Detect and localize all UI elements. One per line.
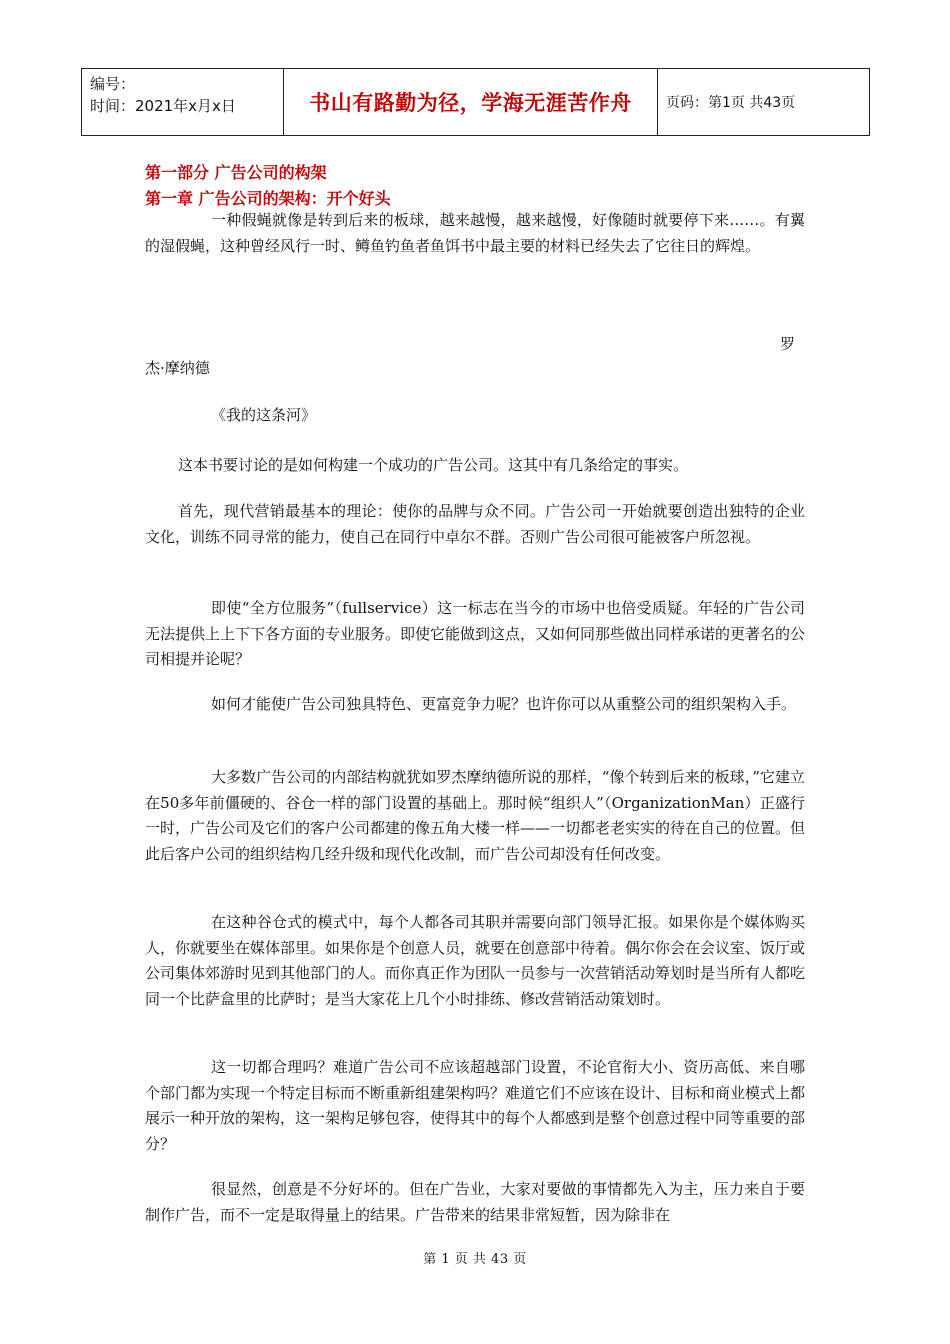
epigraph-author-part1: 罗 <box>780 335 796 353</box>
header-motto: 书山有路勤为径，学海无涯苦作舟 <box>284 69 658 135</box>
header-page-info: 页码：第1页 共43页 <box>666 95 796 111</box>
body-paragraph-7: 这一切都合理吗？难道广告公司不应该超越部门设置，不论官衔大小、资历高低、来自哪个部门都为实现一个特定目标而不断重新组建架构吗？难道它们不应该在设计、目标和商业模式上都展示一种开放的架构，这一架构足够包容，使得其中的每个人都感到是整个创意过程中同等重要的部分？ <box>145 1058 806 1153</box>
date-label: 时间：2021年x月x日 <box>90 97 236 115</box>
epigraph-text: 一种假蝇就像是转到后来的板球，越来越慢，越来越慢，好像随时就要停下来……。有翼的湿假蝇，这种曾经风行一时、鳟鱼钓鱼者鱼饵书中最主要的材料已经失去了它往日的辉煌。 <box>145 211 805 255</box>
body-paragraph-6: 在这种谷仓式的模式中，每个人都各司其职并需要向部门领导汇报。如果你是个媒体购买人，你就要坐在媒体部里。如果你是个创意人员，就要在创意部中待着。偶尔你会在会议室、饭厅或公司集体郊游时见到其他部门的人。而你真正作为团队一员参与一次营销活动筹划时是当所有人都吃同一个比萨盒里的比萨时；是当大家花上几个小时排练、修改营销活动策划时。 <box>145 913 806 1008</box>
part-heading: 第一部分 广告公司的构架 <box>145 163 327 182</box>
page-header <box>81 68 870 136</box>
body-paragraph-4: 如何才能使广告公司独具特色、更富竞争力呢？也许你可以从重整公司的组织架构入手。 <box>211 695 797 713</box>
body-paragraph-3: 即使“全方位服务”（fullservice）这一标志在当今的市场中也倍受质疑。年轻的广告公司无法提供上上下下各方面的专业服务。即使它能做到这点，又如何同那些做出同样承诺的更著名的公司相提并论呢？ <box>145 599 806 668</box>
page-footer: 第 1 页 共 43 页 <box>423 1252 527 1267</box>
header-meta <box>82 69 284 135</box>
body-paragraph-8: 很显然，创意是不分好坏的。但在广告业，大家对要做的事情都先入为主，压力来自于要制作广告，而不一定是取得量上的结果。广告带来的结果非常短暂，因为除非在 <box>145 1180 805 1224</box>
body-paragraph-1: 这本书要讨论的是如何构建一个成功的广告公司。这其中有几条给定的事实。 <box>178 456 689 474</box>
epigraph-author-part2: 杰·摩纳德 <box>145 359 210 377</box>
body-paragraph-5: 大多数广告公司的内部结构就犹如罗杰摩纳德所说的那样，“像个转到后来的板球，”它建立在50多年前僵硬的、谷仓一样的部门设置的基础上。那时候“组织人”（OrganizationMan）正盛行一时，广告公司及它们的客户公司都建的像五角大楼一样——一切都老老实实的待在自己的位置。但此后客户公司的组织结构几经升级和现代化改制，而广告公司却没有任何改变。 <box>145 768 806 863</box>
body-paragraph-2: 首先，现代营销最基本的理论：使你的品牌与众不同。广告公司一开始就要创造出独特的企业文化，训练不同寻常的能力，使自己在同行中卓尔不群。否则广告公司很可能被客户所忽视。 <box>145 502 805 546</box>
epigraph-source: 《我的这条河》 <box>211 406 317 424</box>
number-label: 编号： <box>90 75 136 93</box>
chapter-heading: 第一章 广告公司的架构：开个好头 <box>145 189 391 208</box>
